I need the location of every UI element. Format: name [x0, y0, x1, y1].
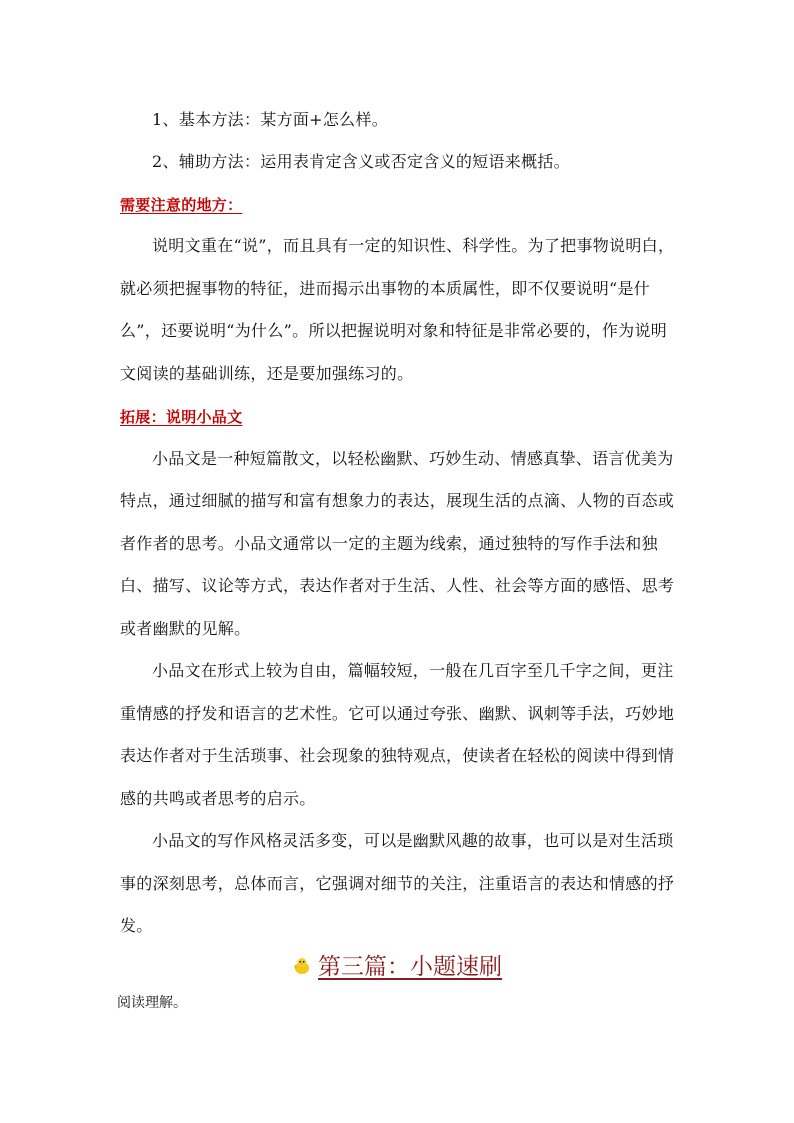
expand-p3-line: 发。 [120, 916, 153, 935]
expand-p1-line: 白、描写、议论等方式，表达作者对于生活、人性、社会等方面的感悟、思考 [120, 576, 675, 595]
notice-line: 就必须把握事物的特征，进而揭示出事物的本质属性，即不仅要说明“是什 [120, 279, 651, 298]
section-title [0, 952, 794, 982]
section-title-text: 第三篇：小题速刷 [318, 954, 502, 980]
expand-p3-line: 事的深刻思考，总体而言，它强调对细节的关注，注重语言的表达和情感的抒 [120, 874, 675, 893]
notice-line: 么”，还要说明“为什么”。所以把握说明对象和特征是非常必要的，作为说明 [120, 321, 668, 340]
expand-p1-line: 或者幽默的见解。 [120, 619, 251, 638]
chick-icon [292, 954, 312, 974]
reading-label: 阅读理解。 [117, 995, 187, 1011]
expand-p2-line: 小品文在形式上较为自由，篇幅较短，一般在几百字至几千字之间，更注 [152, 661, 674, 680]
expand-heading: 拓展：说明小品文 [120, 408, 243, 426]
method-2: 2、辅助方法：运用表肯定含义或否定含义的短语来概括。 [152, 152, 570, 171]
expand-p1-line: 特点，通过细腻的描写和富有想象力的表达，展现生活的点滴、人物的百态或 [120, 491, 675, 510]
notice-heading: 需要注意的地方： [120, 196, 243, 214]
expand-p1-line: 小品文是一种短篇散文，以轻松幽默、巧妙生动、情感真挚、语言优美为 [152, 449, 674, 468]
method-1: 1、基本方法：某方面+怎么样。 [152, 110, 389, 129]
expand-p2-line: 表达作者对于生活琐事、社会现象的独特观点，使读者在轻松的阅读中得到情 [120, 746, 675, 765]
expand-p2-line: 重情感的抒发和语言的艺术性。它可以通过夸张、幽默、讽刺等手法，巧妙地 [120, 704, 675, 723]
expand-p1-line: 者作者的思考。小品文通常以一定的主题为线索，通过独特的写作手法和独 [120, 534, 658, 553]
notice-line: 文阅读的基础训练，还是要加强练习的。 [120, 364, 414, 383]
expand-p3-line: 小品文的写作风格灵活多变，可以是幽默风趣的故事，也可以是对生活琐 [152, 831, 674, 850]
notice-line: 说明文重在“说”，而且具有一定的知识性、科学性。为了把事物说明白， [152, 236, 675, 255]
expand-p2-line: 感的共鸣或者思考的启示。 [120, 789, 316, 808]
